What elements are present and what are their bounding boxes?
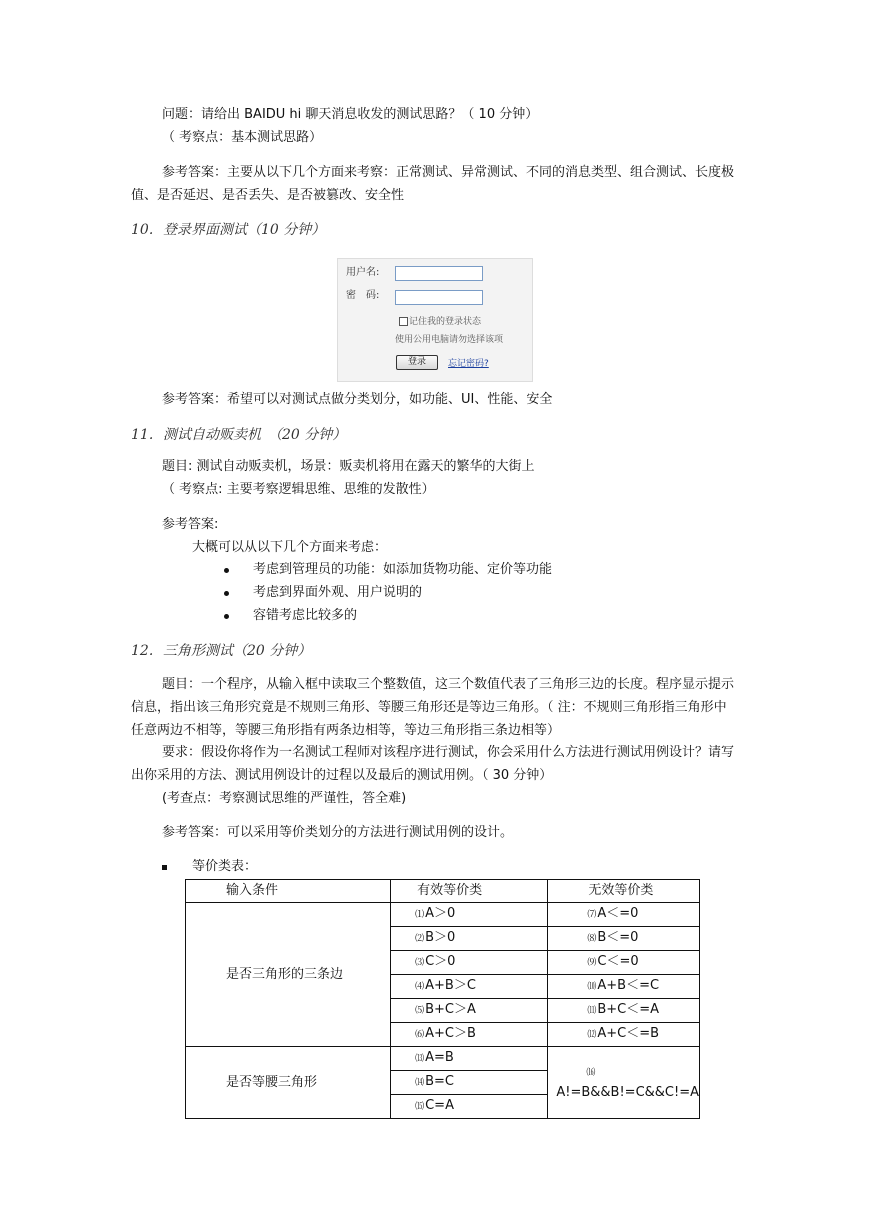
q9-answer-line2: 值、是否延迟、是否丢失、是否被篡改、安全性 bbox=[131, 188, 405, 203]
group2-invalid-number: ⒃ bbox=[586, 1067, 596, 1078]
q10-answer: 参考答案：希望可以对测试点做分类划分，如功能、UI、性能、安全 bbox=[162, 392, 553, 407]
q12-p1-line3: 任意两边不相等，等腰三角形指有两条边相等，等边三角形指三条边相等） bbox=[131, 723, 561, 738]
remember-checkbox[interactable] bbox=[399, 317, 408, 326]
login-form-image bbox=[337, 258, 533, 382]
q11-title: 测试自动贩卖机 （20 分钟） bbox=[163, 427, 347, 443]
invalid-cell: ⑼C＜=0 bbox=[548, 951, 700, 975]
table-row bbox=[186, 1047, 700, 1071]
username-label: 用户名: bbox=[346, 267, 380, 278]
q10-title: 登录界面测试（10 分钟） bbox=[163, 222, 326, 238]
table-label: 等价类表： bbox=[192, 859, 258, 874]
header-invalid-class: 无效等价类 bbox=[548, 880, 700, 903]
username-input[interactable] bbox=[395, 266, 483, 281]
invalid-cell: ⑺A＜=0 bbox=[548, 903, 700, 927]
bullet-dot bbox=[224, 591, 229, 596]
valid-cell: ⑸B+C＞A bbox=[391, 999, 548, 1023]
invalid-cell: ⑾B+C＜=A bbox=[548, 999, 700, 1023]
group2-invalid-cell bbox=[548, 1047, 700, 1119]
valid-cell: ⑹A+C＞B bbox=[391, 1023, 548, 1047]
valid-cell: ⒀A=B bbox=[391, 1047, 548, 1071]
table-header-row bbox=[186, 880, 700, 903]
q12-point: (考查点：考察测试思维的严谨性，答全难) bbox=[162, 791, 407, 806]
group2-label: 是否等腰三角形 bbox=[186, 1047, 391, 1119]
q11-bullet-2: 考虑到界面外观、用户说明的 bbox=[253, 585, 423, 600]
q12-p1-line2: 信息，指出该三角形究竟是不规则三角形、等腰三角形还是等边三角形。（ 注：不规则三角形指三角形中 bbox=[131, 700, 727, 715]
invalid-cell: ⑿A+C＜=B bbox=[548, 1023, 700, 1047]
q11-number: 11. bbox=[131, 427, 154, 443]
valid-cell: ⒂C=A bbox=[391, 1095, 548, 1119]
q11-question: 题目: 测试自动贩卖机，场景：贩卖机将用在露天的繁华的大街上 bbox=[162, 459, 535, 474]
q11-intro: 大概可以从以下几个方面来考虑： bbox=[192, 540, 388, 555]
q9-question: 问题：请给出 BAIDU hi 聊天消息收发的测试思路？（ 10 分钟） bbox=[162, 107, 539, 122]
q12-answer: 参考答案：可以采用等价类划分的方法进行测试用例的设计。 bbox=[162, 825, 514, 840]
valid-cell: ⒁B=C bbox=[391, 1071, 548, 1095]
q9-point: （ 考察点：基本测试思路） bbox=[162, 130, 323, 145]
q12-p1-line1: 题目：一个程序，从输入框中读取三个整数值，这三个数值代表了三角形三边的长度。程序显示提示 bbox=[162, 677, 735, 692]
bullet-dot bbox=[224, 568, 229, 573]
equivalence-class-table bbox=[185, 879, 700, 1119]
square-bullet bbox=[162, 865, 167, 870]
public-computer-hint: 使用公用电脑请勿选择该项 bbox=[395, 335, 504, 345]
q10-heading bbox=[131, 219, 325, 241]
valid-cell: ⑵B＞0 bbox=[391, 927, 548, 951]
header-input-condition: 输入条件 bbox=[186, 880, 391, 903]
group1-label: 是否三角形的三条边 bbox=[186, 903, 391, 1047]
q11-bullet-1: 考虑到管理员的功能：如添加货物功能、定价等功能 bbox=[253, 562, 553, 577]
valid-cell: ⑴A＞0 bbox=[391, 903, 548, 927]
password-label: 密 码: bbox=[346, 290, 380, 301]
q12-heading bbox=[131, 640, 311, 662]
q11-heading bbox=[131, 424, 346, 446]
login-button[interactable]: 登录 bbox=[396, 355, 438, 370]
q10-number: 10. bbox=[131, 222, 154, 238]
valid-cell: ⑷A+B＞C bbox=[391, 975, 548, 999]
password-input[interactable] bbox=[395, 290, 483, 305]
header-valid-class: 有效等价类 bbox=[391, 880, 548, 903]
q12-title: 三角形测试（20 分钟） bbox=[163, 643, 312, 659]
invalid-cell: ⑻B＜=0 bbox=[548, 927, 700, 951]
table-row bbox=[186, 903, 700, 927]
group2-invalid-text: A!=B&&B!=C&&C!=A bbox=[556, 1084, 699, 1100]
bullet-dot bbox=[224, 614, 229, 619]
q11-bullet-3: 容错考虑比较多的 bbox=[253, 608, 358, 623]
q11-point: （ 考察点: 主要考察逻辑思维、思维的发散性） bbox=[162, 482, 435, 497]
remember-label: 记住我的登录状态 bbox=[409, 317, 482, 327]
q12-number: 12. bbox=[131, 643, 154, 659]
q9-answer-line1: 参考答案：主要从以下几个方面来考察：正常测试、异常测试、不同的消息类型、组合测试、长度极 bbox=[162, 165, 735, 180]
valid-cell: ⑶C＞0 bbox=[391, 951, 548, 975]
q12-p2-line2: 出你采用的方法、测试用例设计的过程以及最后的测试用例。（ 30 分钟） bbox=[131, 768, 553, 783]
q12-p2-line1: 要求：假设你将作为一名测试工程师对该程序进行测试，你会采用什么方法进行测试用例设计？请写 bbox=[162, 745, 735, 760]
q11-answer-label: 参考答案: bbox=[162, 517, 219, 532]
invalid-cell: ⑽A+B＜=C bbox=[548, 975, 700, 999]
forgot-password-link[interactable]: 忘记密码? bbox=[448, 359, 489, 369]
